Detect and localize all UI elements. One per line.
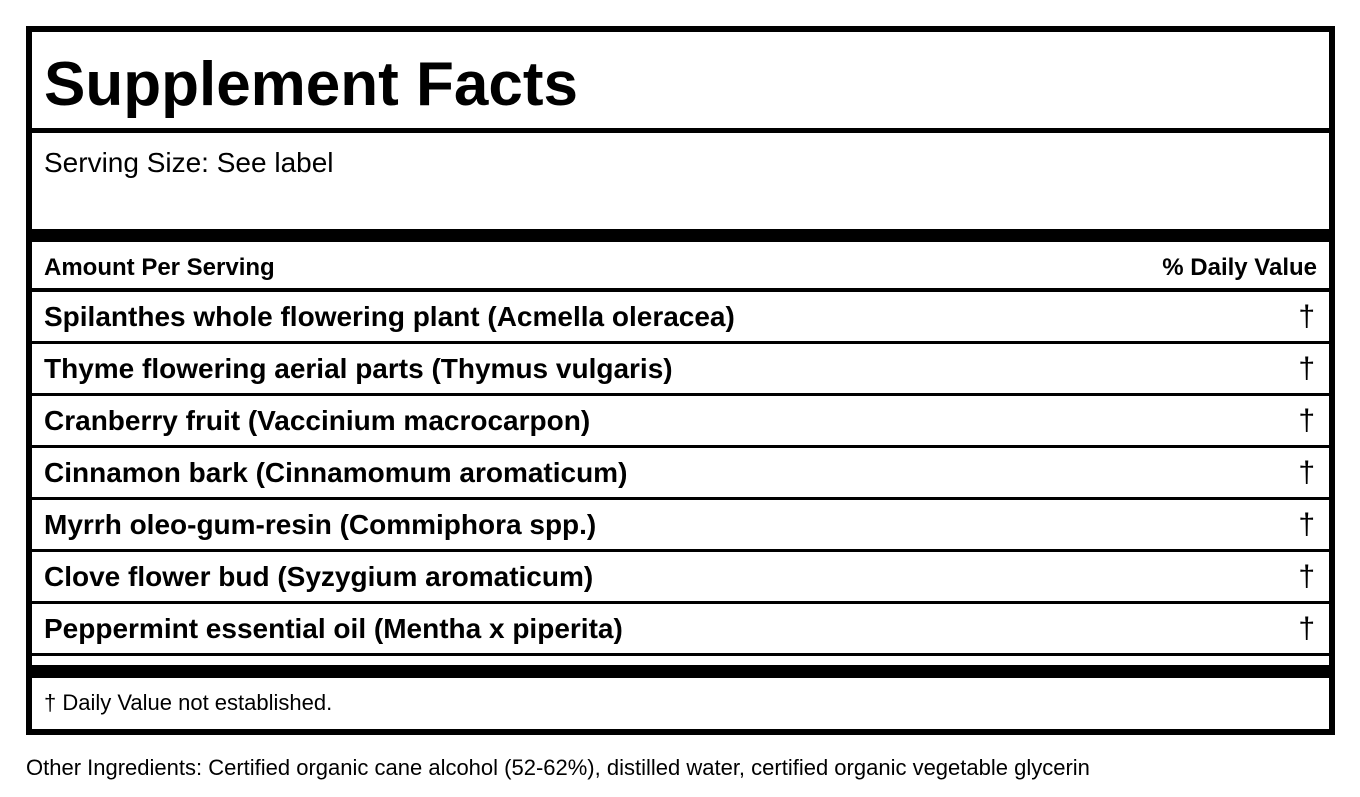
serving-size-row [32,133,1329,229]
ingredient-row [32,604,1329,656]
daily-value-dagger: † [1298,508,1315,541]
daily-value-dagger: † [1298,300,1315,333]
ingredient-row [32,448,1329,500]
ingredient-name: Clove flower bud (Syzygium aromaticum) [44,561,594,592]
amount-per-serving-header: Amount Per Serving [44,254,275,281]
ingredient-name: Cinnamon bark (Cinnamomum aromaticum) [44,457,628,488]
ingredient-row [32,500,1329,552]
daily-value-dagger: † [1298,560,1315,593]
ingredient-name: Cranberry fruit (Vaccinium macrocarpon) [44,405,591,436]
ingredient-list [32,292,1329,656]
ingredient-name: Thyme flowering aerial parts (Thymus vulgaris) [44,353,673,384]
thick-divider-bottom [32,665,1329,678]
ingredient-name: Peppermint essential oil (Mentha x piperita) [44,613,623,644]
ingredient-name: Spilanthes whole flowering plant (Acmella oleracea) [44,301,735,332]
ingredient-row [32,344,1329,396]
ingredient-row [32,552,1329,604]
daily-value-dagger: † [1298,456,1315,489]
empty-spacer-row [32,656,1329,665]
ingredient-name: Myrrh oleo-gum-resin (Commiphora spp.) [44,509,597,540]
title-row [32,32,1329,133]
daily-value-header: % Daily Value [1162,254,1317,281]
ingredient-row [32,292,1329,344]
daily-value-dagger: † [1298,404,1315,437]
ingredient-row [32,396,1329,448]
serving-size-text: Serving Size: See label [44,147,334,178]
thick-divider-top [32,229,1329,242]
panel-title: Supplement Facts [44,50,578,119]
daily-value-dagger: † [1298,612,1315,645]
daily-value-dagger: † [1298,352,1315,385]
column-header-row [32,242,1329,292]
other-ingredients-text: Other Ingredients: Certified organic cane alcohol (52-62%), distilled water, certified organic vegetable glycerin [26,755,1090,780]
daily-value-footnote: † Daily Value not established. [44,690,333,715]
supplement-facts-panel [26,26,1335,735]
